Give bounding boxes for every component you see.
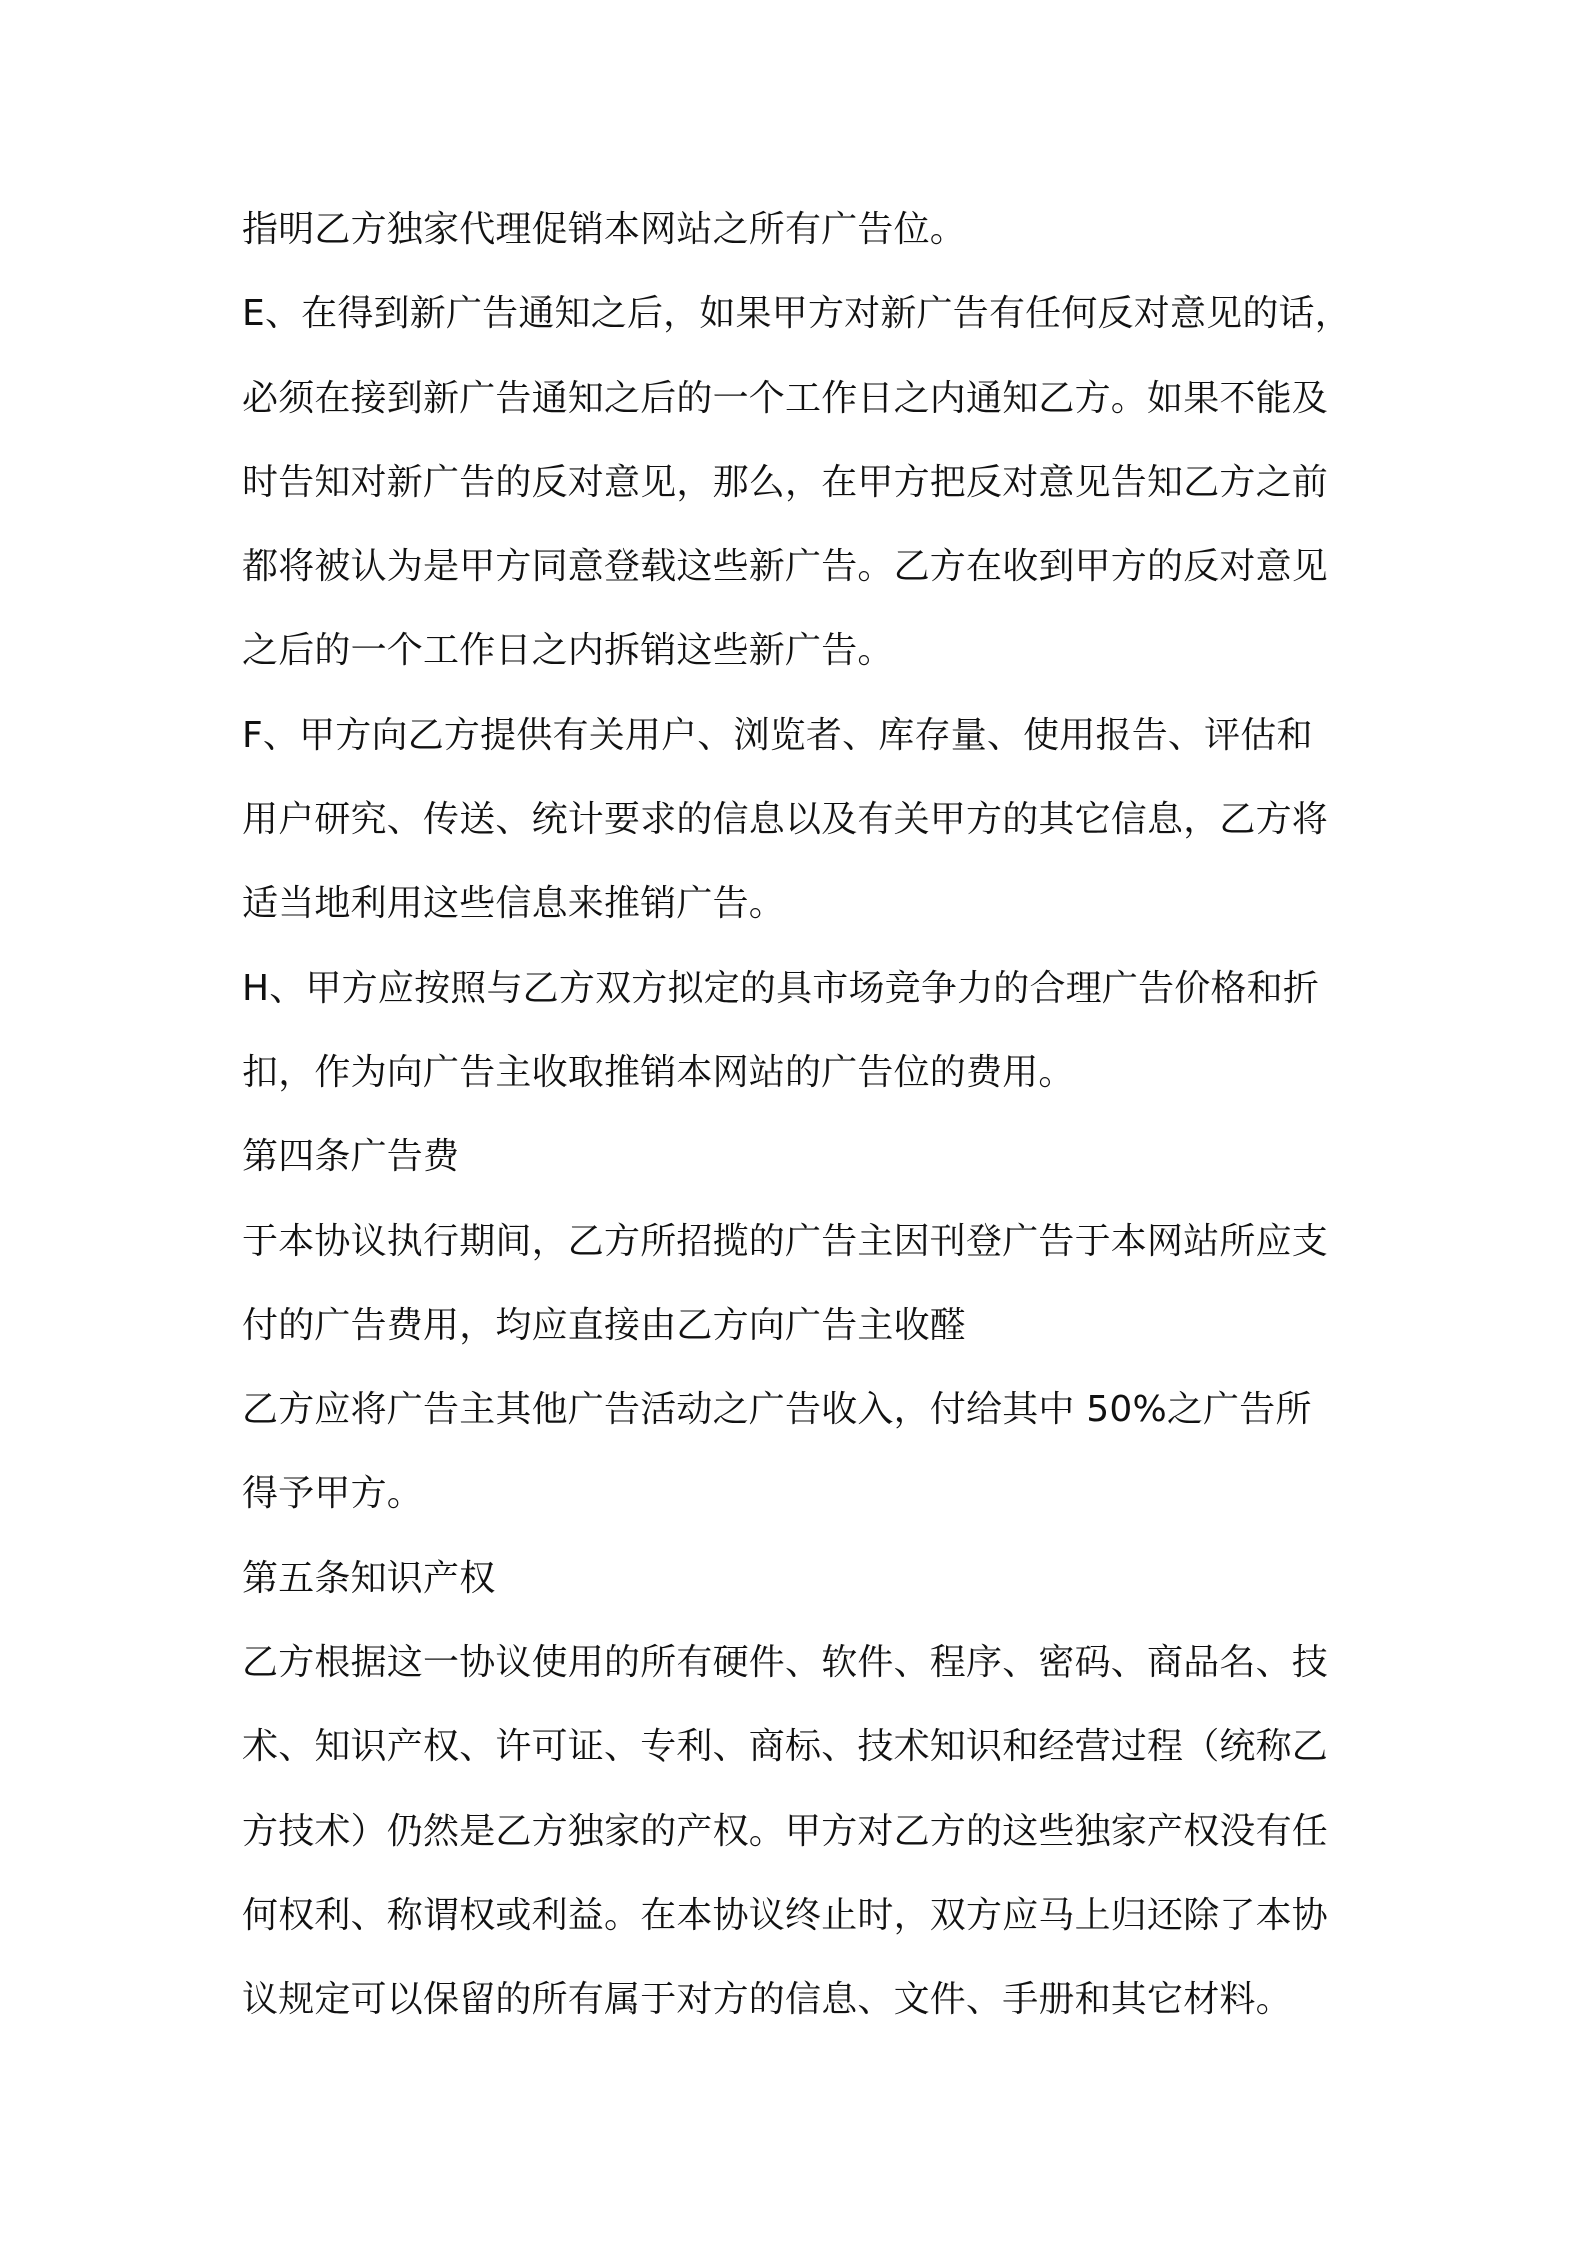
text-line: 术、知识产权、许可证、专利、商标、技术知识和经营过程（统称乙 <box>242 1726 1329 1768</box>
text-line: 用户研究、传送、统计要求的信息以及有关甲方的其它信息，乙方将 <box>242 799 1329 841</box>
section-heading: 第五条知识产权 <box>242 1557 496 1599</box>
text-line: 必须在接到新广告通知之后的一个工作日之内通知乙方。如果不能及 <box>242 377 1329 419</box>
text-line: 得予甲方。 <box>242 1473 424 1515</box>
text-line: 时告知对新广告的反对意见，那么，在甲方把反对意见告知乙方之前 <box>242 461 1329 503</box>
text-line: 何权利、称谓权或利益。在本协议终止时，双方应马上归还除了本协 <box>242 1894 1329 1936</box>
text-line: 扣，作为向广告主收取推销本网站的广告位的费用。 <box>242 1051 1075 1093</box>
text-line: E、在得到新广告通知之后，如果甲方对新广告有任何反对意见的话， <box>242 293 1351 335</box>
document-body <box>242 188 1362 2043</box>
text-line: 都将被认为是甲方同意登载这些新广告。乙方在收到甲方的反对意见 <box>242 546 1329 588</box>
text-line: 付的广告费用，均应直接由乙方向广告主收醛 <box>242 1304 967 1346</box>
text-line: F、甲方向乙方提供有关用户、浏览者、库存量、使用报告、评估和 <box>242 714 1313 756</box>
text-line: H、甲方应按照与乙方双方拟定的具市场竞争力的合理广告价格和折 <box>242 967 1320 1009</box>
text-line: 乙方应将广告主其他广告活动之广告收入，付给其中 50%之广告所 <box>242 1389 1312 1431</box>
text-line: 议规定可以保留的所有属于对方的信息、文件、手册和其它材料。 <box>242 1979 1292 2021</box>
text-line: 之后的一个工作日之内拆销这些新广告。 <box>242 630 894 672</box>
text-line: 方技术）仍然是乙方独家的产权。甲方对乙方的这些独家产权没有任 <box>242 1810 1329 1852</box>
section-heading: 第四条广告费 <box>242 1136 460 1178</box>
text-line: 于本协议执行期间，乙方所招揽的广告主因刊登广告于本网站所应支 <box>242 1220 1329 1262</box>
text-line: 适当地利用这些信息来推销广告。 <box>242 883 786 925</box>
text-line: 指明乙方独家代理促销本网站之所有广告位。 <box>242 209 967 250</box>
text-line: 乙方根据这一协议使用的所有硬件、软件、程序、密码、商品名、技 <box>242 1642 1329 1684</box>
